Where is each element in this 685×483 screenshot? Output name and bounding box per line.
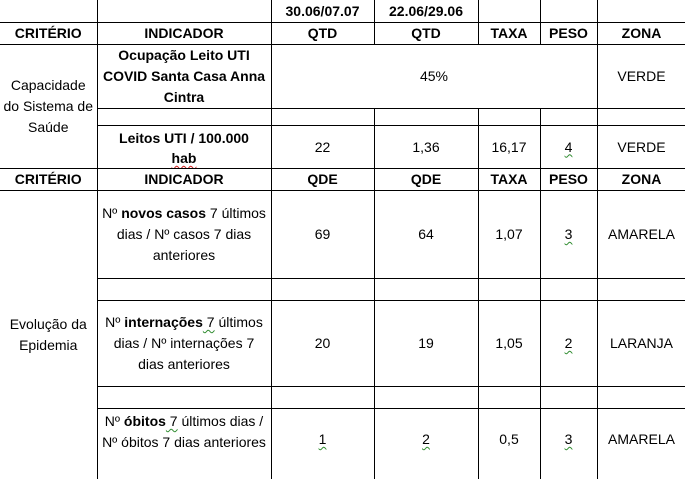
indicador-ocupacao [97,45,271,109]
ind-bold: novos casos [121,205,207,221]
criterio-header: CRITÉRIO [0,169,97,191]
peso-header: PESO [540,169,597,191]
taxa-value: 1,07 [478,191,540,279]
qde-value-a [271,409,374,479]
taxa-header: TAXA [478,169,540,191]
date-col-b: 22.06/29.06 [374,0,478,23]
ind-bold: internações [124,314,203,330]
peso-value [540,409,597,479]
qde-value-b-text: 2 [422,431,430,447]
empty-cell [597,279,685,301]
qde-value-b [374,409,478,479]
zona-header: ZONA [597,169,685,191]
empty-cell [540,387,597,409]
indicador-leitos-text: Leitos UTI / 100.000 [119,130,249,146]
qde-value-b: 19 [374,301,478,387]
peso-value-text: 3 [564,226,573,242]
indicador-header: INDICADOR [97,23,271,45]
peso-value [540,191,597,279]
empty-cell [540,109,597,126]
peso-value-text: 2 [564,335,573,351]
zona-value: AMARELA [597,409,685,479]
ind-prefix: Nº [105,314,125,330]
ind-rest: 7 últimos dias / Nº casos 7 dias anteriores [116,205,266,263]
ind-prefix: Nº [104,413,124,429]
header-row-1 [0,23,685,45]
taxa-header: TAXA [478,23,540,45]
empty-cell [478,109,540,126]
empty-cell [478,0,540,23]
taxa-value: 0,5 [478,409,540,479]
peso-value-text: 3 [564,431,573,447]
table-row [0,45,685,109]
zona-header: ZONA [597,23,685,45]
qde-value-a-text: 1 [318,431,327,447]
peso-value [540,126,597,169]
qde-value-b: 64 [374,191,478,279]
ind-prefix: Nº [102,205,122,221]
empty-cell [597,109,685,126]
date-col-a: 30.06/07.07 [271,0,374,23]
ind-mid: 7 [202,314,215,330]
qtd-header-b: QTD [374,23,478,45]
empty-cell [597,0,685,23]
zona-value: LARANJA [597,301,685,387]
ind-rest: últimos dias / Nº óbitos 7 dias anteriores [102,413,266,450]
table-row [0,301,685,387]
indicador-ocupacao-text: Ocupação Leito UTI COVID Santa Casa Anna Cintra [102,47,266,105]
empty-cell [374,387,478,409]
zona-value: AMARELA [597,191,685,279]
empty-cell [97,387,271,409]
criterio-header: CRITÉRIO [0,23,97,45]
empty-cell [540,279,597,301]
indicador-leitos-hab: hab [171,150,197,166]
empty-cell [97,109,271,126]
peso-value-text: 4 [564,138,573,155]
indicador-internacoes [97,301,271,387]
indicador-novos-casos [97,191,271,279]
empty-cell [540,0,597,23]
empty-cell [271,387,374,409]
qde-header-b: QDE [374,169,478,191]
qde-value-a: 20 [271,301,374,387]
criterio-capacidade: Capacidade do Sistema de Saúde [0,45,97,169]
taxa-value: 16,17 [478,126,540,169]
qtd-value-a: 22 [271,126,374,169]
empty-cell [478,279,540,301]
empty-cell [0,0,97,23]
zona-value: VERDE [597,126,685,169]
empty-cell [271,109,374,126]
empty-cell [97,0,271,23]
indicador-header: INDICADOR [97,169,271,191]
criterio-evolucao: Evolução da Epidemia [0,191,97,479]
table-row [0,409,685,479]
empty-cell [478,387,540,409]
ind-bold: óbitos [123,413,166,429]
peso-header: PESO [540,23,597,45]
empty-cell [374,109,478,126]
ind-rest: últimos dias / Nº internações 7 dias anteriores [113,314,263,372]
zona-value: VERDE [597,45,685,109]
qtd-value-b: 1,36 [374,126,478,169]
empty-cell [374,279,478,301]
indicador-leitos [97,126,271,169]
date-row [0,0,685,23]
spacer-row [0,109,685,126]
qtd-header-a: QTD [271,23,374,45]
indicador-obitos [97,409,271,479]
spacer-row [0,387,685,409]
table-row [0,126,685,169]
qde-header-a: QDE [271,169,374,191]
qde-value-a: 69 [271,191,374,279]
ocupacao-value: 45% [271,45,597,109]
empty-cell [271,279,374,301]
header-row-2 [0,169,685,191]
taxa-value: 1,05 [478,301,540,387]
spacer-row [0,279,685,301]
peso-value [540,301,597,387]
ind-mid: 7 [165,413,178,429]
table-row [0,191,685,279]
empty-cell [97,279,271,301]
empty-cell [597,387,685,409]
